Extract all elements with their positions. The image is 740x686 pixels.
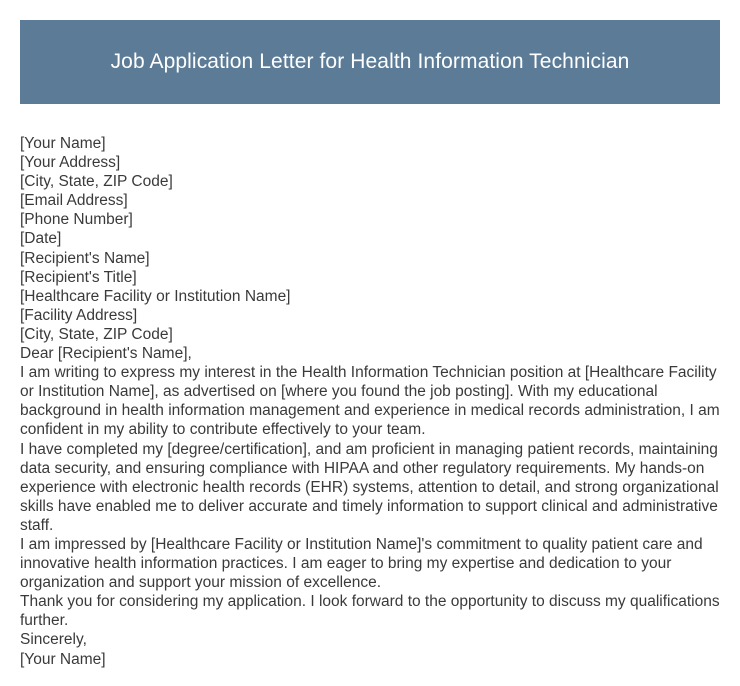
- signature-name: [Your Name]: [20, 650, 106, 668]
- salutation: Dear [Recipient's Name],: [20, 345, 192, 363]
- facility-city-state-zip: [City, State, ZIP Code]: [20, 325, 173, 343]
- letter-body: [20, 134, 726, 669]
- paragraph-motivation: I am impressed by [Healthcare Facility or Institution Name]'s commitment to quality patient care and innovative health information practices. I am eager to bring my expertise and dedication to your organization and support your mission of excellence.: [20, 535, 703, 592]
- paragraph-thanks: Thank you for considering my application. I look forward to the opportunity to discuss my qualifications further.: [20, 593, 720, 630]
- title-banner: [20, 20, 720, 104]
- paragraph-qualifications: I have completed my [degree/certification], and am proficient in managing patient records, maintaining data security, and ensuring compliance with HIPAA and other regulatory requirements. My hands-on experience with electronic health records (EHR) systems, attention to detail, and strong organizational skills have enabled me to deliver accurate and timely information to support clinical and administrative staff.: [20, 440, 719, 534]
- closing: Sincerely,: [20, 631, 87, 649]
- sender-phone: [Phone Number]: [20, 211, 133, 229]
- letter-date: [Date]: [20, 230, 62, 248]
- sender-email: [Email Address]: [20, 192, 128, 210]
- sender-address: [Your Address]: [20, 154, 121, 172]
- sender-name: [Your Name]: [20, 135, 106, 152]
- sender-city-state-zip: [City, State, ZIP Code]: [20, 173, 173, 191]
- facility-address: [Facility Address]: [20, 306, 138, 324]
- paragraph-introduction: I am writing to express my interest in the Health Information Technician position at [Healthcare Facility or Institution Name], as advertised on [where you found the job posting]. With my educational background in health information management and experience in medical records administration, I am confident in my ability to contribute effectively to your team.: [20, 364, 720, 439]
- facility-name: [Healthcare Facility or Institution Name]: [20, 287, 291, 305]
- recipient-title: [Recipient's Title]: [20, 268, 137, 286]
- page-title: Job Application Letter for Health Information Technician: [110, 50, 630, 73]
- recipient-name: [Recipient's Name]: [20, 249, 150, 267]
